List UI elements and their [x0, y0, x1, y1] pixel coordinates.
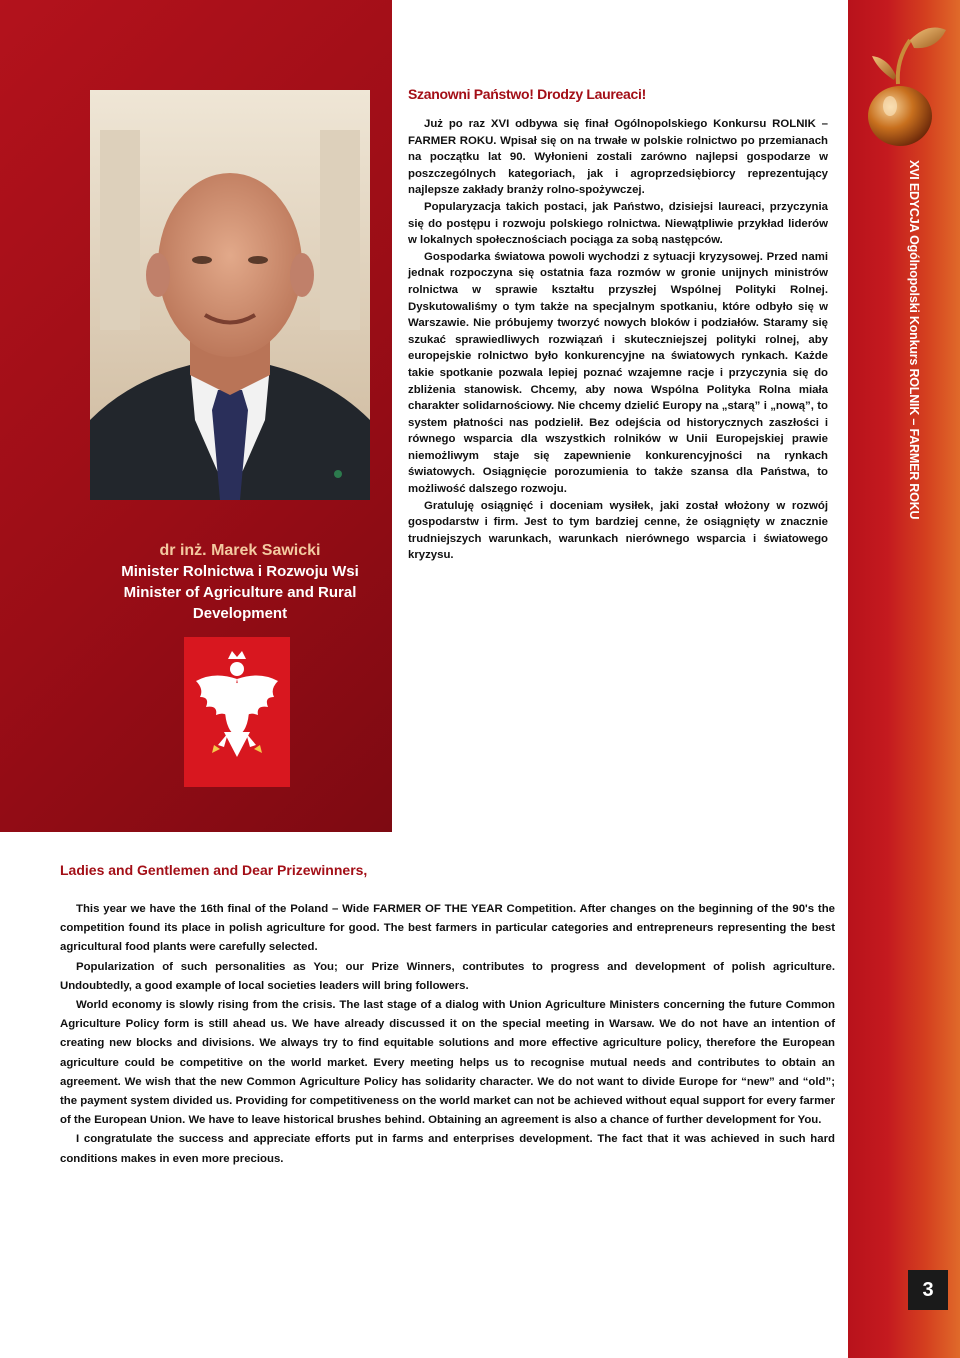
portrait-photo — [90, 90, 370, 500]
english-letter — [60, 862, 835, 1169]
sidebar-vertical-title — [905, 160, 925, 630]
english-body — [60, 900, 835, 1169]
portrait-illustration — [90, 90, 370, 500]
polish-letter — [408, 86, 828, 564]
emblem-panel — [184, 637, 290, 787]
polish-paragraph: Gospodarka światowa powoli wychodzi z sytuacji kryzysowej. Przed nami jednak rozpoczyna się ostatnia faza rozmów w gronie unijnych ministrów rolnictwa w sprawie kształtu przyszłej Wspólnej Polityki Rolnej. Dyskutowaliśmy o tym także na specjalnym spotkaniu, które odbyło się w Warszawie. Nie próbujemy tworzyć nowych bloków i podziałów. Staramy się szukać sprawiedliwych rozwiązań i skuteczniejszej polityki rolnej, aby europejskie rolnictwo było konkurencyjne na światowych rynkach. Każde takie spotkanie pozwala lepiej poznać wzajemne racje i przyczynia się do zbliżenia stanowisk. Chcemy, aby nowa Wspólna Polityka Rolna miała charakter solidarnościowy. Nie chcemy dzielić Europy na „starą” i „nową”, to system płatności nas podzielił. Bez odejścia od historycznych zaszłości i równego wsparcia dla wszystkich rolników w Unii Europejskiej prawie niemożliwym staje się zapewnienie konkurencyjności na rynkach światowych. Osiągnięcie porozumienia to także szansa dla Państwa, to możliwość dalszego rozwoju. — [408, 250, 828, 496]
sidebar-title-text: XVI EDYCJA Ogólnopolski Konkurs ROLNIK – FARMER ROKU — [907, 160, 921, 520]
english-paragraph: I congratulate the success and appreciate efforts put in farms and enterprises development. The fact that it was achieved in such hard conditions makes in even more precious. — [60, 1133, 835, 1165]
polish-paragraph: Już po raz XVI odbywa się finał Ogólnopolskiego Konkursu ROLNIK – FARMER ROKU. Wpisał się on na trwałe w polskie rolnictwo po przemianach na początku lat 90. Wyłonieni zostali zarówno najlepsi gospodarze w poszczególnych kategoriach, jak i agroprzedsiębiorcy reprezentujący najlepsze zakłady branży rolno-spożywczej. — [408, 118, 828, 197]
polish-eagle-icon — [184, 637, 290, 787]
portrait-caption — [90, 540, 390, 624]
polish-paragraph: Popularyzacja takich postaci, jak Państwo, dzisiejsi laureaci, przyczynia się do postępu i rozwoju polskiego rolnictwa. Niewątpliwie przykład liderów w lokalnych społecznościach pociąga za sobą następców. — [408, 200, 828, 247]
english-heading: Ladies and Gentlemen and Dear Prizewinners, — [60, 862, 368, 878]
minister-name: dr inż. Marek Sawicki — [159, 542, 321, 559]
english-paragraph: Popularization of such personalities as You; our Prize Winners, contributes to progress and development of polish agriculture. Undoubtedly, a good example of local societies leaders will bring followers. — [60, 960, 835, 992]
minister-title-pl: Minister Rolnictwa i Rozwoju Wsi — [121, 563, 359, 580]
polish-paragraph: Gratuluję osiągnięć i doceniam wysiłek, jaki został włożony w rozwój gospodarstw i firm. Jest to tym bardziej cenne, że osiągnięty w znacznie trudniejszych warunkach, warunkach nierównego wsparcia i światowego kryzysu. — [408, 499, 828, 562]
english-paragraph: World economy is slowly rising from the crisis. The last stage of a dialog with Union Agriculture Ministers concerning the future Common Agriculture Policy form is still ahead us. We have already discussed it on the special meeting in Warsaw. We do not have an intention of creating new blocks and divisions. We always try to find equitable solutions and more effective agriculture policy, therefore the European agriculture could be competitive on the world market. Every meeting helps us to recognise mutual needs and contributes to obtain an agreement. We wish that the new Common Agriculture Policy has solidarity character. We do not want to divide Europe for “new” and “old”; the payment system divided us. Providing for competitiveness on the world market can not be achieved without equal support for every farmer of the European Union. We have to leave historical brushes behind. Obtaining an agreement is also a chance of further development for You. — [60, 999, 835, 1127]
right-sidebar — [848, 0, 960, 1358]
polish-heading: Szanowni Państwo! Drodzy Laureaci! — [408, 86, 646, 102]
golden-apple-icon — [858, 20, 948, 150]
english-paragraph: This year we have the 16th final of the Poland – Wide FARMER OF THE YEAR Competition. After changes on the beginning of the 90's the competition found its place in polish agriculture for good. The best farmers in particular categories and entrepreneurs representing the best agricultural food plants were carefully selected. — [60, 903, 835, 954]
polish-body — [408, 116, 828, 564]
minister-title-en-line1: Minister of Agriculture and Rural — [123, 584, 357, 601]
minister-title-en-line2: Development — [192, 605, 288, 622]
page-number: 3 — [908, 1270, 948, 1310]
